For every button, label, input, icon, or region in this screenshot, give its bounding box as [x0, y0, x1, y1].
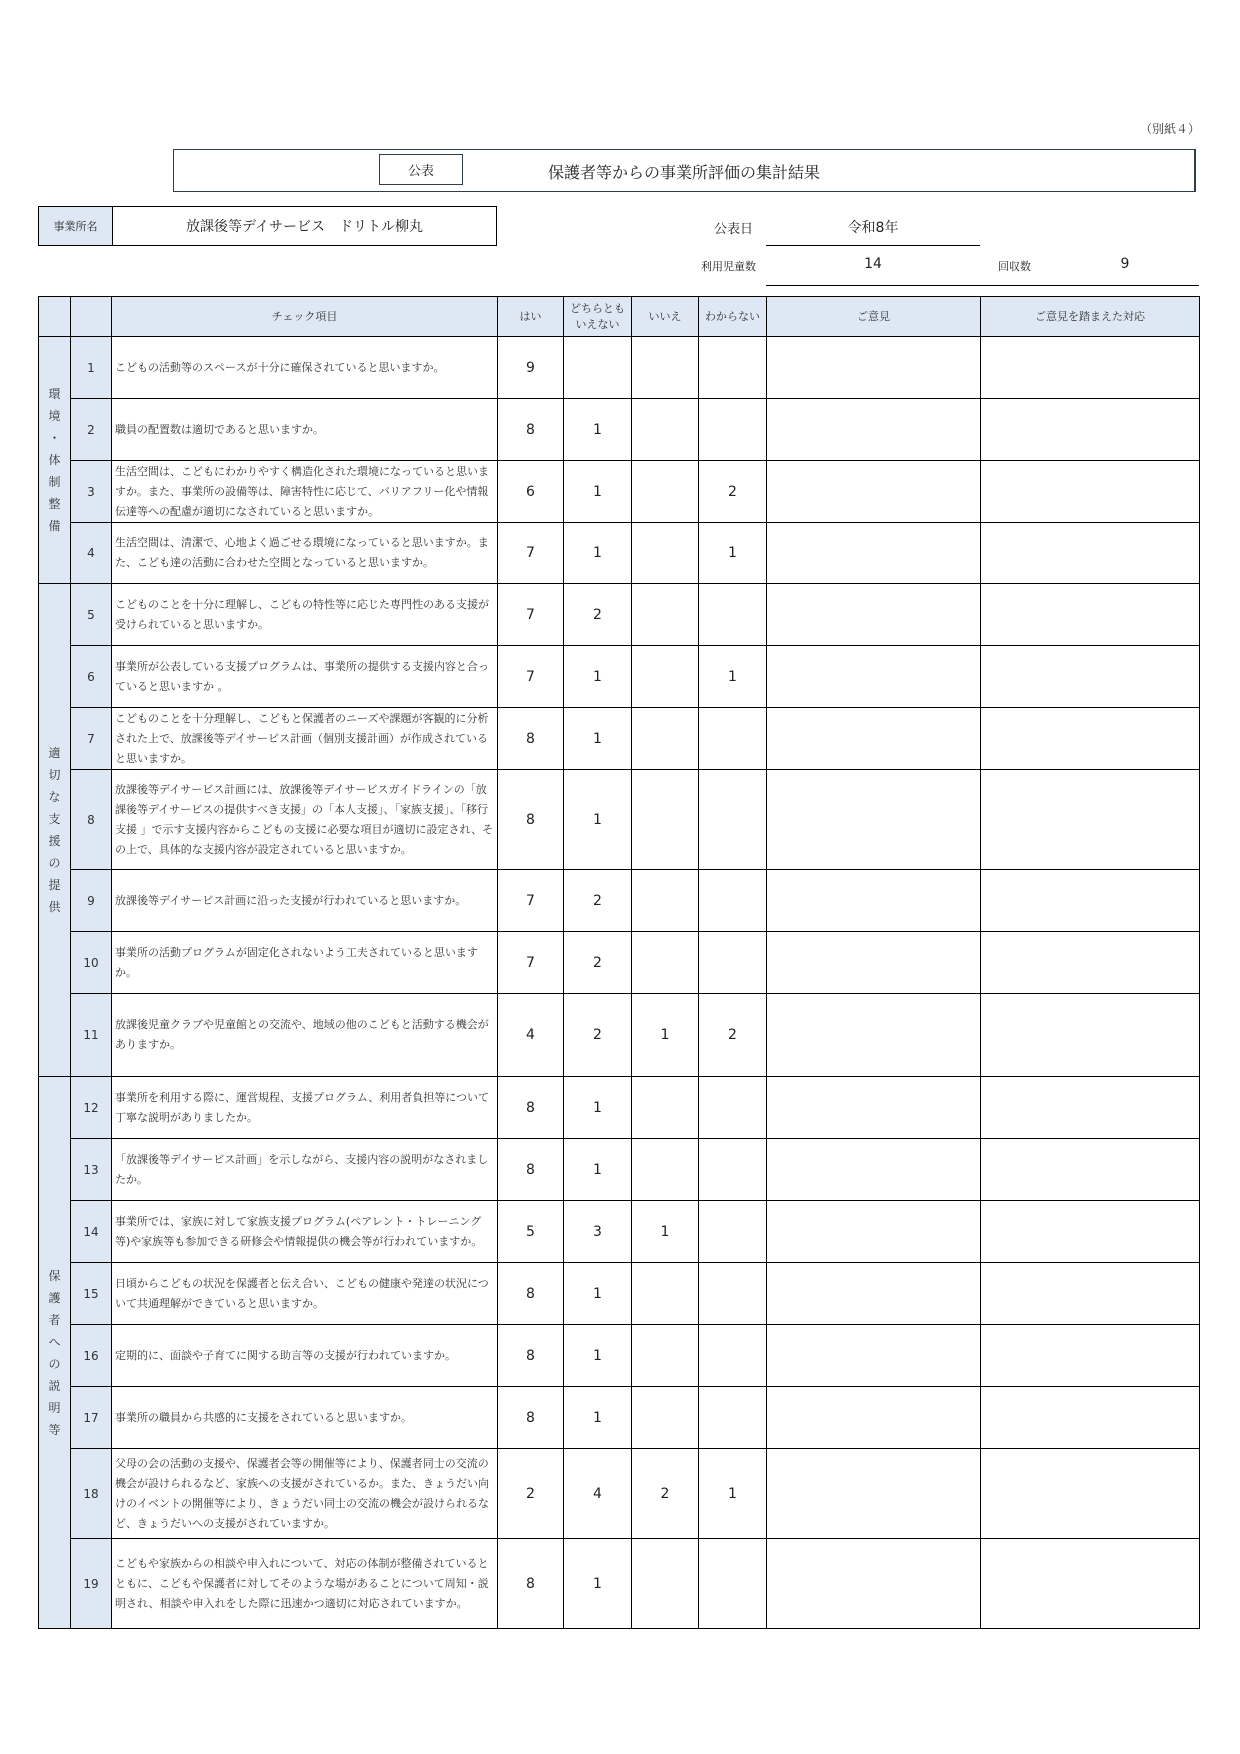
header-yes: はい	[498, 297, 564, 337]
no-count: 1	[632, 1201, 699, 1263]
no-count	[632, 1263, 699, 1325]
check-item-text: 放課後児童クラブや児童館との交流や、地域の他のこどもと活動する機会がありますか。	[112, 994, 498, 1077]
category-cell	[39, 584, 71, 1077]
response-cell	[981, 646, 1200, 708]
row-number: 8	[71, 770, 112, 870]
opinion-cell	[767, 1077, 981, 1139]
opinion-cell	[767, 870, 981, 932]
no-count	[632, 1077, 699, 1139]
yes-count: 7	[498, 523, 564, 584]
category-char: な	[48, 790, 61, 804]
row-number: 6	[71, 646, 112, 708]
unknown-count	[699, 1539, 767, 1629]
response-cell	[981, 461, 1200, 523]
neither-count: 1	[564, 1325, 632, 1387]
response-cell	[981, 1325, 1200, 1387]
neither-count: 3	[564, 1201, 632, 1263]
row-number: 1	[71, 337, 112, 399]
check-item-text: 放課後等デイサービス計画に沿った支援が行われていると思いますか。	[112, 870, 498, 932]
no-count	[632, 870, 699, 932]
unknown-count: 2	[699, 461, 767, 523]
page-title: 保護者等からの事業所評価の集計結果	[548, 163, 821, 182]
office-name-label: 事業所名	[39, 207, 113, 245]
response-cell	[981, 870, 1200, 932]
response-cell	[981, 337, 1200, 399]
collected-count-label: 回収数	[998, 260, 1031, 273]
neither-count	[564, 337, 632, 399]
category-char: 護	[48, 1290, 61, 1305]
category-char: 切	[48, 768, 61, 782]
unknown-count	[699, 1201, 767, 1263]
unknown-count	[699, 770, 767, 870]
table-row	[39, 932, 1200, 994]
publish-date-value: 令和8年	[847, 220, 899, 236]
unknown-count: 1	[699, 523, 767, 584]
category-char: ・	[48, 431, 61, 445]
opinion-cell	[767, 1325, 981, 1387]
neither-count: 2	[564, 932, 632, 994]
row-number: 14	[71, 1201, 112, 1263]
category-char: 保	[48, 1268, 61, 1283]
row-number: 12	[71, 1077, 112, 1139]
yes-count: 7	[498, 932, 564, 994]
response-cell	[981, 1263, 1200, 1325]
row-number: 17	[71, 1387, 112, 1449]
table-row	[39, 1263, 1200, 1325]
row-number: 7	[71, 708, 112, 770]
category-char: 環	[48, 387, 61, 401]
opinion-cell	[767, 584, 981, 646]
no-count	[632, 1325, 699, 1387]
header-neither-line2: いえない	[575, 317, 620, 331]
unknown-count: 1	[699, 646, 767, 708]
table-row	[39, 1325, 1200, 1387]
no-count	[632, 1139, 699, 1201]
category-cell	[39, 337, 71, 584]
row-number: 10	[71, 932, 112, 994]
category-char: 支	[48, 812, 61, 826]
opinion-cell	[767, 523, 981, 584]
public-badge: 公表	[379, 154, 463, 185]
response-cell	[981, 708, 1200, 770]
check-item-text: 事業所の職員から共感的に支援をされていると思いますか。	[112, 1387, 498, 1449]
response-cell	[981, 1449, 1200, 1539]
table-row	[39, 646, 1200, 708]
neither-count: 1	[564, 399, 632, 461]
yes-count: 8	[498, 1387, 564, 1449]
category-char: 供	[48, 900, 61, 914]
yes-count: 8	[498, 1263, 564, 1325]
no-count: 2	[632, 1449, 699, 1539]
opinion-cell	[767, 1449, 981, 1539]
opinion-cell	[767, 994, 981, 1077]
unknown-count	[699, 584, 767, 646]
check-item-text: 事業所を利用する際に、運営規程、支援プログラム、利用者負担等について丁寧な説明がありましたか。	[112, 1077, 498, 1139]
opinion-cell	[767, 1263, 981, 1325]
header-response: ご意見を踏まえた対応	[981, 297, 1200, 337]
response-cell	[981, 1139, 1200, 1201]
category-cell	[39, 1077, 71, 1629]
response-cell	[981, 994, 1200, 1077]
yes-count: 7	[498, 584, 564, 646]
check-item-text: 生活空間は、こどもにわかりやすく構造化された環境になっていると思いますか。また、事業所の設備等は、障害特性に応じて、バリアフリー化や情報伝達等への配慮が適切になされていると思いますか。	[112, 461, 498, 523]
table-row	[39, 584, 1200, 646]
response-cell	[981, 1387, 1200, 1449]
no-count	[632, 461, 699, 523]
no-count	[632, 1387, 699, 1449]
yes-count: 8	[498, 399, 564, 461]
table-row	[39, 1201, 1200, 1263]
category-char: の	[48, 856, 61, 870]
response-cell	[981, 1077, 1200, 1139]
response-cell	[981, 1539, 1200, 1629]
check-item-text: こどもの活動等のスペースが十分に確保されていると思いますか。	[112, 337, 498, 399]
opinion-cell	[767, 1539, 981, 1629]
header-unknown: わからない	[699, 297, 767, 337]
table-row	[39, 1139, 1200, 1201]
response-cell	[981, 1201, 1200, 1263]
check-item-text: こどもや家族からの相談や申入れについて、対応の体制が整備されているとともに、こどもや保護者に対してそのような場があることについて周知・説明され、相談や申入れをした際に迅速かつ適切に対応されていますか。	[112, 1539, 498, 1629]
attachment-label: （別紙４）	[1140, 122, 1201, 136]
office-name-box	[38, 206, 497, 246]
yes-count: 7	[498, 646, 564, 708]
check-item-text: 生活空間は、清潔で、心地よく過ごせる環境になっていると思いますか。また、こども達の活動に合わせた空間となっていると思いますか。	[112, 523, 498, 584]
response-cell	[981, 584, 1200, 646]
row-number: 18	[71, 1449, 112, 1539]
unknown-count	[699, 337, 767, 399]
category-char: 等	[48, 1422, 61, 1437]
category-char: 制	[48, 475, 61, 489]
unknown-count	[699, 1077, 767, 1139]
response-cell	[981, 399, 1200, 461]
table-row	[39, 770, 1200, 870]
opinion-cell	[767, 932, 981, 994]
check-item-text: こどものことを十分理解し、こどもと保護者のニーズや課題が客観的に分析された上で、放課後等デイサービス計画（個別支援計画）が作成されていると思いますか。	[112, 708, 498, 770]
table-row	[39, 1077, 1200, 1139]
table-row	[39, 523, 1200, 584]
no-count	[632, 708, 699, 770]
opinion-cell	[767, 1387, 981, 1449]
response-cell	[981, 770, 1200, 870]
response-cell	[981, 523, 1200, 584]
unknown-count	[699, 1325, 767, 1387]
check-item-text: こどものことを十分に理解し、こどもの特性等に応じた専門性のある支援が受けられていると思いますか。	[112, 584, 498, 646]
children-count-value: 14	[864, 256, 882, 272]
unknown-count	[699, 932, 767, 994]
no-count	[632, 770, 699, 870]
row-number: 19	[71, 1539, 112, 1629]
category-char: 提	[48, 878, 61, 892]
unknown-count	[699, 708, 767, 770]
row-number: 16	[71, 1325, 112, 1387]
table-row	[39, 399, 1200, 461]
category-char: 備	[48, 519, 61, 533]
opinion-cell	[767, 399, 981, 461]
check-item-text: 事業所が公表している支援プログラムは、事業所の提供する支援内容と合っていると思いますか 。	[112, 646, 498, 708]
unknown-count: 1	[699, 1449, 767, 1539]
table-row	[39, 994, 1200, 1077]
row-number: 13	[71, 1139, 112, 1201]
response-cell	[981, 932, 1200, 994]
neither-count: 1	[564, 461, 632, 523]
check-item-text: 定期的に、面談や子育てに関する助言等の支援が行われていますか。	[112, 1325, 498, 1387]
row-number: 11	[71, 994, 112, 1077]
table-row	[39, 1387, 1200, 1449]
check-item-text: 父母の会の活動の支援や、保護者会等の開催等により、保護者同士の交流の機会が設けられるなど、家族への支援がされているか。また、きょうだい向けのイベントの開催等により、きょうだい同士の交流の機会が設けられるなど、きょうだいへの支援がされていますか。	[112, 1449, 498, 1539]
no-count	[632, 932, 699, 994]
no-count	[632, 337, 699, 399]
no-count	[632, 646, 699, 708]
check-item-text: 事業所では、家族に対して家族支援プログラム(ペアレント・トレーニング等)や家族等も参加できる研修会や情報提供の機会等が行われていますか。	[112, 1201, 498, 1263]
table-row	[39, 1449, 1200, 1539]
opinion-cell	[767, 708, 981, 770]
yes-count: 8	[498, 1325, 564, 1387]
yes-count: 4	[498, 994, 564, 1077]
collected-count-value: 9	[1120, 256, 1130, 272]
header-row	[39, 297, 1200, 337]
neither-count: 1	[564, 770, 632, 870]
neither-count: 2	[564, 994, 632, 1077]
header-no: いいえ	[632, 297, 699, 337]
category-char: 明	[48, 1400, 61, 1415]
children-count-label: 利用児童数	[701, 260, 756, 273]
publish-date-label: 公表日	[714, 222, 754, 237]
table-row	[39, 708, 1200, 770]
unknown-count	[699, 1387, 767, 1449]
opinion-cell	[767, 337, 981, 399]
neither-count: 1	[564, 1387, 632, 1449]
no-count: 1	[632, 994, 699, 1077]
opinion-cell	[767, 1201, 981, 1263]
neither-count: 1	[564, 1139, 632, 1201]
unknown-count	[699, 870, 767, 932]
neither-count: 1	[564, 646, 632, 708]
table-row	[39, 1539, 1200, 1629]
header-check-item: チェック項目	[112, 297, 498, 337]
check-item-text: 職員の配置数は適切であると思いますか。	[112, 399, 498, 461]
yes-count: 6	[498, 461, 564, 523]
check-item-text: 放課後等デイサービス計画には、放課後等デイサービスガイドラインの「放課後等デイサービスの提供すべき支援」の「本人支援」、「家族支援」、「移行支援 」で示す支援内容からこどもの支援に必要な項目が適切に設定され、その上で、具体的な支援内容が設定されていると思いますか。	[112, 770, 498, 870]
category-char: 体	[48, 453, 61, 467]
yes-count: 8	[498, 1139, 564, 1201]
check-item-text: 日頃からこどもの状況を保護者と伝え合い、こどもの健康や発達の状況について共通理解ができていると思いますか。	[112, 1263, 498, 1325]
table-row	[39, 337, 1200, 399]
yes-count: 8	[498, 1539, 564, 1629]
header-neither	[564, 297, 632, 337]
check-item-text: 事業所の活動プログラムが固定化されないよう工夫されていると思いますか。	[112, 932, 498, 994]
neither-count: 1	[564, 708, 632, 770]
unknown-count: 2	[699, 994, 767, 1077]
row-number: 3	[71, 461, 112, 523]
yes-count: 2	[498, 1449, 564, 1539]
yes-count: 8	[498, 708, 564, 770]
no-count	[632, 399, 699, 461]
yes-count: 8	[498, 1077, 564, 1139]
check-item-text: 「放課後等デイサービス計画」を示しながら、支援内容の説明がなされましたか。	[112, 1139, 498, 1201]
category-char: 援	[48, 834, 61, 848]
publish-date-underline	[766, 245, 980, 246]
opinion-cell	[767, 646, 981, 708]
category-char: 者	[48, 1312, 61, 1327]
neither-count: 4	[564, 1449, 632, 1539]
row-number: 15	[71, 1263, 112, 1325]
table-body	[39, 337, 1200, 1629]
row-number: 5	[71, 584, 112, 646]
category-char: 整	[48, 497, 61, 511]
header-opinion: ご意見	[767, 297, 981, 337]
neither-count: 2	[564, 584, 632, 646]
opinion-cell	[767, 1139, 981, 1201]
office-name-value: 放課後等デイサービス ドリトル柳丸	[185, 219, 424, 235]
category-char: へ	[48, 1334, 61, 1349]
evaluation-table	[38, 296, 1200, 1629]
no-count	[632, 584, 699, 646]
category-char: の	[48, 1356, 61, 1371]
yes-count: 7	[498, 870, 564, 932]
header-category	[39, 297, 71, 337]
neither-count: 1	[564, 1263, 632, 1325]
unknown-count	[699, 399, 767, 461]
category-char: 説	[48, 1378, 61, 1393]
neither-count: 1	[564, 523, 632, 584]
unknown-count	[699, 1263, 767, 1325]
neither-count: 1	[564, 1539, 632, 1629]
category-char: 適	[48, 746, 61, 760]
neither-count: 1	[564, 1077, 632, 1139]
row-number: 4	[71, 523, 112, 584]
counts-underline	[766, 285, 1199, 286]
opinion-cell	[767, 770, 981, 870]
category-char: 境	[48, 409, 61, 423]
row-number: 9	[71, 870, 112, 932]
header-neither-line1: どちらとも	[570, 301, 625, 315]
no-count	[632, 1539, 699, 1629]
neither-count: 2	[564, 870, 632, 932]
yes-count: 5	[498, 1201, 564, 1263]
unknown-count	[699, 1139, 767, 1201]
table-row	[39, 870, 1200, 932]
row-number: 2	[71, 399, 112, 461]
header-number	[71, 297, 112, 337]
table-row	[39, 461, 1200, 523]
opinion-cell	[767, 461, 981, 523]
yes-count: 8	[498, 770, 564, 870]
no-count	[632, 523, 699, 584]
yes-count: 9	[498, 337, 564, 399]
